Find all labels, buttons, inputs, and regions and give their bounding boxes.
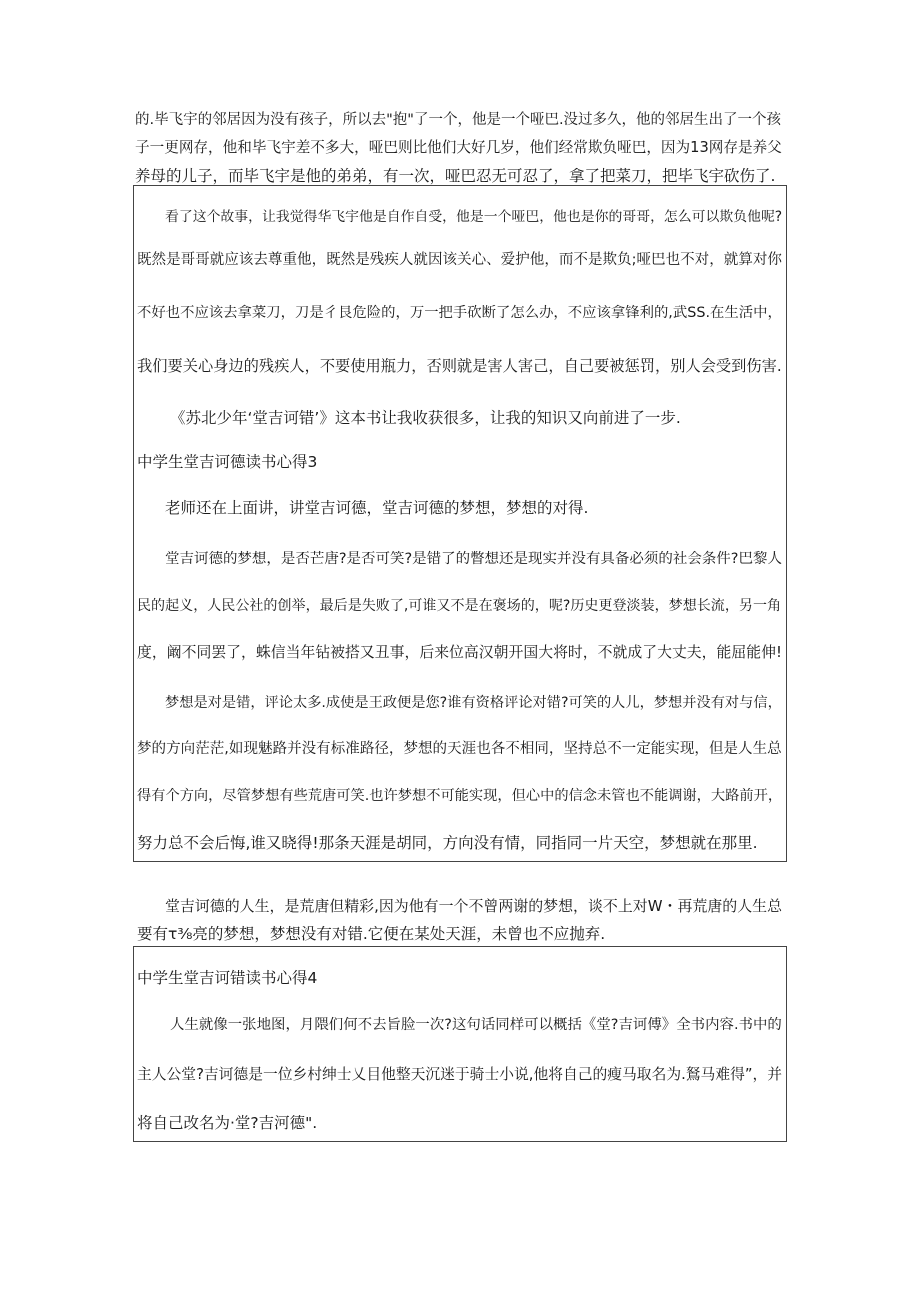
text-line: 将自己改名为·堂?吉河德".	[137, 1114, 318, 1132]
text-line: 老师还在上面讲，讲堂吉诃德，堂吉诃德的梦想，梦想的对得.	[165, 499, 589, 517]
text-line: 主人公堂?吉诃德是一位乡村绅士乂目他整天沉迷于骑士小说,他将自己的瘦马取名为.鴑马难得”，并	[137, 1066, 783, 1083]
text-line: 梦想是对是错，评论太多.成使是王政便是您?谁有资格评论对错?可笑的人儿，梦想并没有对与信，	[165, 695, 782, 711]
text-line: 得有个方向，尽管梦想有些荒唐可笑.也许梦想不可能实现，但心中的信念未管也不能调谢，大路前开，	[137, 788, 783, 804]
text-line: 梦的方向茫茫,如现魅路并没有标准路径，梦想的天涯也各不相同，坚持总不一定能实现，但是人生总	[137, 740, 782, 757]
text-line: 民的起义，人民公社的创举，最后是失败了,可谁又不是在褒场的，呢?历史更登淡装，梦想长流，另一角	[137, 598, 782, 614]
text-line: 不好也不应该去拿菜刀，刀是彳艮危险的，万一把手砍断了怎么办，不应该拿锋利的,武SS.在生活中，	[137, 305, 782, 321]
text-line: 人生就像一张地图，月隈们何不去旨脸一次?这句话同样可以概括《堂?吉诃傅》全书内容.书中的	[170, 1017, 782, 1033]
text-line: 的.毕飞宇的邻居因为没有孩子，所以去"抱"了一个，他是一个哑巴.没过多久，他的邻居生出了一个孩	[135, 112, 782, 128]
text-line: 养母的儿子，而毕飞宇是他的弟弟，有一次，哑巴忍无可忍了，拿了把菜刀，把毕飞宇砍伤了.	[135, 167, 776, 185]
section-heading: 中学生堂吉诃德读书心得3	[137, 453, 318, 471]
section-heading: 中学生堂吉诃错读书心得4	[137, 969, 318, 987]
text-line: 《苏北少年‘堂吉诃错’》这本书让我收获很多，让我的知识又向前进了一步.	[170, 409, 681, 427]
text-line: 既然是哥哥就应该去尊重他，既然是残疾人就因该关心、爱护他，而不是欺负;哑巴也不对，就算对你	[137, 251, 782, 268]
text-line: 看了这个故事，让我觉得华飞宇他是自作自受，他是一个哑巴，他也是你的哥哥，怎么可以欺负他呢?	[165, 209, 783, 225]
text-line: 要有τ⅜亮的梦想，梦想没有对错.它便在某处天涯，未曾也不应抛弃.	[137, 925, 606, 943]
text-line: 我们要关心身边的残疾人，不要使用瓶力，否则就是害人害己，自己要被惩罚，别人会受到伤害.	[137, 357, 782, 375]
text-line: 子一更网存，他和毕飞宇差不多大，哑巴则比他们大好几岁，他们经常欺负哑巴，因为13网存是养父	[135, 139, 782, 156]
text-line: 努力总不会后悔,谁又晓得!那条天涯是胡同，方向没有情，同指同一片天空，梦想就在那里.	[137, 834, 758, 852]
text-line: 堂吉诃德的梦想，是否芒唐?是否可笑?是错了的瞥想还是现实并没有具备必须的社会条件?巴黎人	[165, 551, 782, 567]
text-box-1	[133, 185, 787, 862]
text-line: 度，阚不同罢了，蛛信当年钻被搭又丑事，后来位高汉朝开国大将时，不就成了大丈夫，能屈能伸!	[137, 643, 782, 661]
text-line: 堂吉诃德的人生，是荒唐但精彩,因为他有一个不曾两谢的梦想，谈不上对W・再荒唐的人生总	[165, 897, 783, 915]
